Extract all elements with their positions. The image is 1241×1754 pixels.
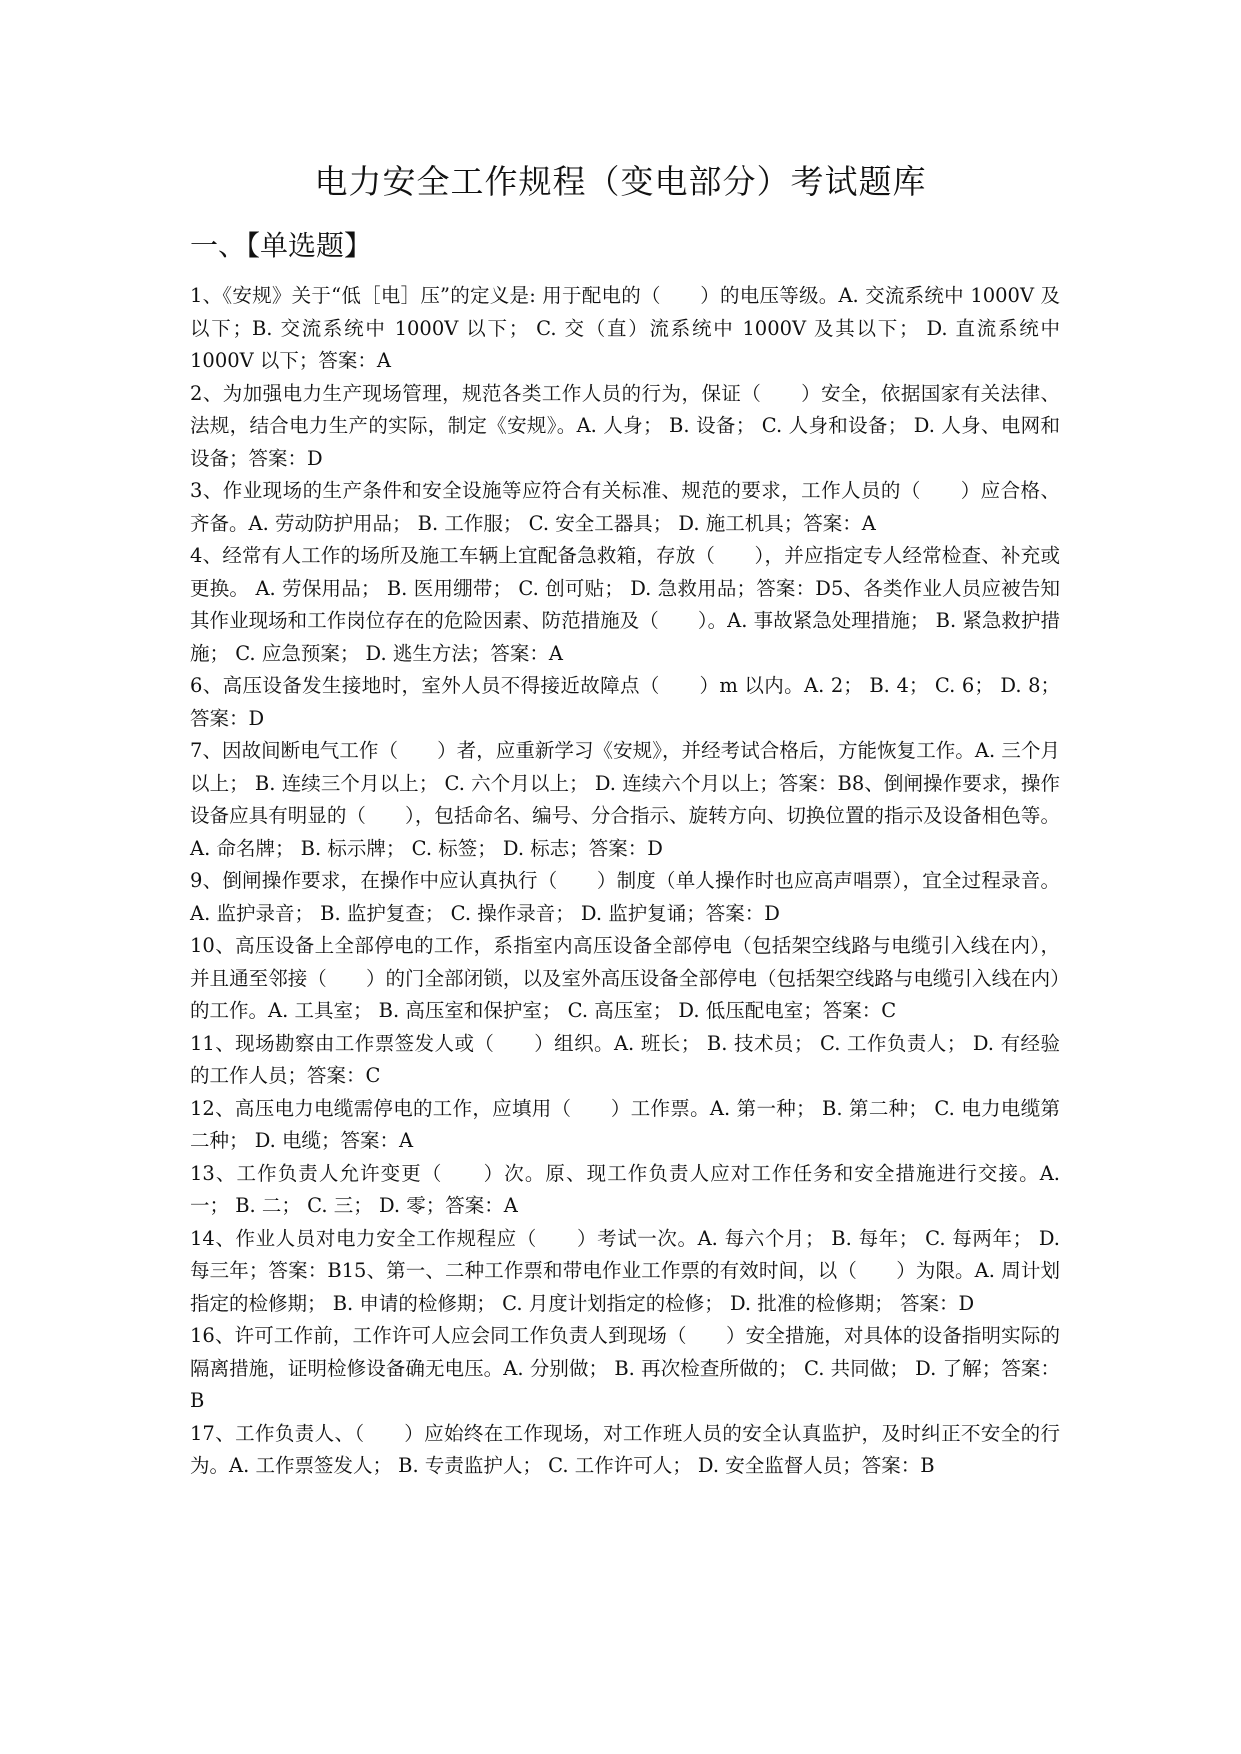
question-item: 14、作业人员对电力安全工作规程应（ ）考试一次。A. 每六个月； B. 每年； C. 每两年； D. 每三年；答案：B15、第一、二种工作票和带电作业工作票的有效时间，以（ ）为限。A. 周计划指定的检修期； B. 申请的检修期； C. 月度计划指定的检修； D. 批准的检修期； 答案：D xyxy=(190,1226,1060,1315)
question-item: 6、高压设备发生接地时，室外人员不得接近故障点（ ）m 以内。A. 2； B. 4； C. 6； D. 8；答案：D xyxy=(190,674,1060,730)
question-item: 16、许可工作前，工作许可人应会同工作负责人到现场（ ）安全措施，对具体的设备指明实际的隔离措施，证明检修设备确无电压。A. 分别做； B. 再次检查所做的； C. 共同做； D. 了解；答案：B xyxy=(190,1324,1060,1412)
question-item: 2、为加强电力生产现场管理，规范各类工作人员的行为，保证（ ）安全，依据国家有关法律、法规，结合电力生产的实际，制定《安规》。A. 人身； B. 设备； C. 人身和设备； D. 人身、电网和设备；答案：D xyxy=(190,381,1060,470)
question-item: 11、现场勘察由工作票签发人或（ ）组织。A. 班长； B. 技术员； C. 工作负责人； D. 有经验的工作人员；答案：C xyxy=(190,1031,1060,1087)
question-item: 4、经常有人工作的场所及施工车辆上宜配备急救箱，存放（ ），并应指定专人经常检查、补充或更换。 A. 劳保用品； B. 医用绷带； C. 创可贴； D. 急救用品；答案：D5、各类作业人员应被告知其作业现场和工作岗位存在的危险因素、防范措施及（ ）。A. 事故紧急处理措施； B. 紧急救护措施； C. 应急预案； D. 逃生方法；答案：A xyxy=(190,544,1060,665)
document-title: 电力安全工作规程（变电部分）考试题库 xyxy=(314,162,927,201)
question-list xyxy=(190,280,1060,1483)
question-item: 7、因故间断电气工作（ ）者，应重新学习《安规》，并经考试合格后，方能恢复工作。A. 三个月以上； B. 连续三个月以上； C. 六个月以上； D. 连续六个月以上；答案：B8、倒闸操作要求，操作设备应具有明显的（ ），包括命名、编号、分合指示、旋转方向、切换位置的指示及设备相色等。A. 命名牌； B. 标示牌； C. 标签； D. 标志；答案：D xyxy=(190,739,1060,860)
question-item: 9、倒闸操作要求，在操作中应认真执行（ ）制度（单人操作时也应高声唱票），宜全过程录音。A. 监护录音； B. 监护复查； C. 操作录音； D. 监护复诵；答案：D xyxy=(190,869,1060,925)
question-item: 3、作业现场的生产条件和安全设施等应符合有关标准、规范的要求，工作人员的（ ）应合格、齐备。A. 劳动防护用品； B. 工作服； C. 安全工器具； D. 施工机具；答案：A xyxy=(190,479,1060,535)
question-item: 17、工作负责人、（ ）应始终在工作现场，对工作班人员的安全认真监护，及时纠正不安全的行为。A. 工作票签发人； B. 专责监护人； C. 工作许可人； D. 安全监督人员；答案：B xyxy=(190,1421,1060,1477)
question-item: 1、《安规》关于“低［电］压”的定义是: 用于配电的（ ）的电压等级。A. 交流系统中 1000V 及以下；B. 交流系统中 1000V 以下； C. 交（直）流系统中 1000V 及其以下； D. 直流系统中 1000V 以下；答案：A xyxy=(190,284,1060,372)
section-heading: 一、【单选题】 xyxy=(190,229,373,262)
question-item: 10、高压设备上全部停电的工作，系指室内高压设备全部停电（包括架空线路与电缆引入线在内），并且通至邻接（ ）的门全部闭锁，以及室外高压设备全部停电（包括架空线路与电缆引入线在内）的工作。A. 工具室； B. 高压室和保护室； C. 高压室； D. 低压配电室；答案：C xyxy=(190,934,1060,1022)
question-item: 12、高压电力电缆需停电的工作，应填用（ ）工作票。A. 第一种； B. 第二种； C. 电力电缆第二种； D. 电缆；答案：A xyxy=(190,1096,1060,1152)
question-item: 13、工作负责人允许变更（ ）次。原、现工作负责人应对工作任务和安全措施进行交接。A. 一； B. 二； C. 三； D. 零；答案：A xyxy=(190,1161,1060,1217)
